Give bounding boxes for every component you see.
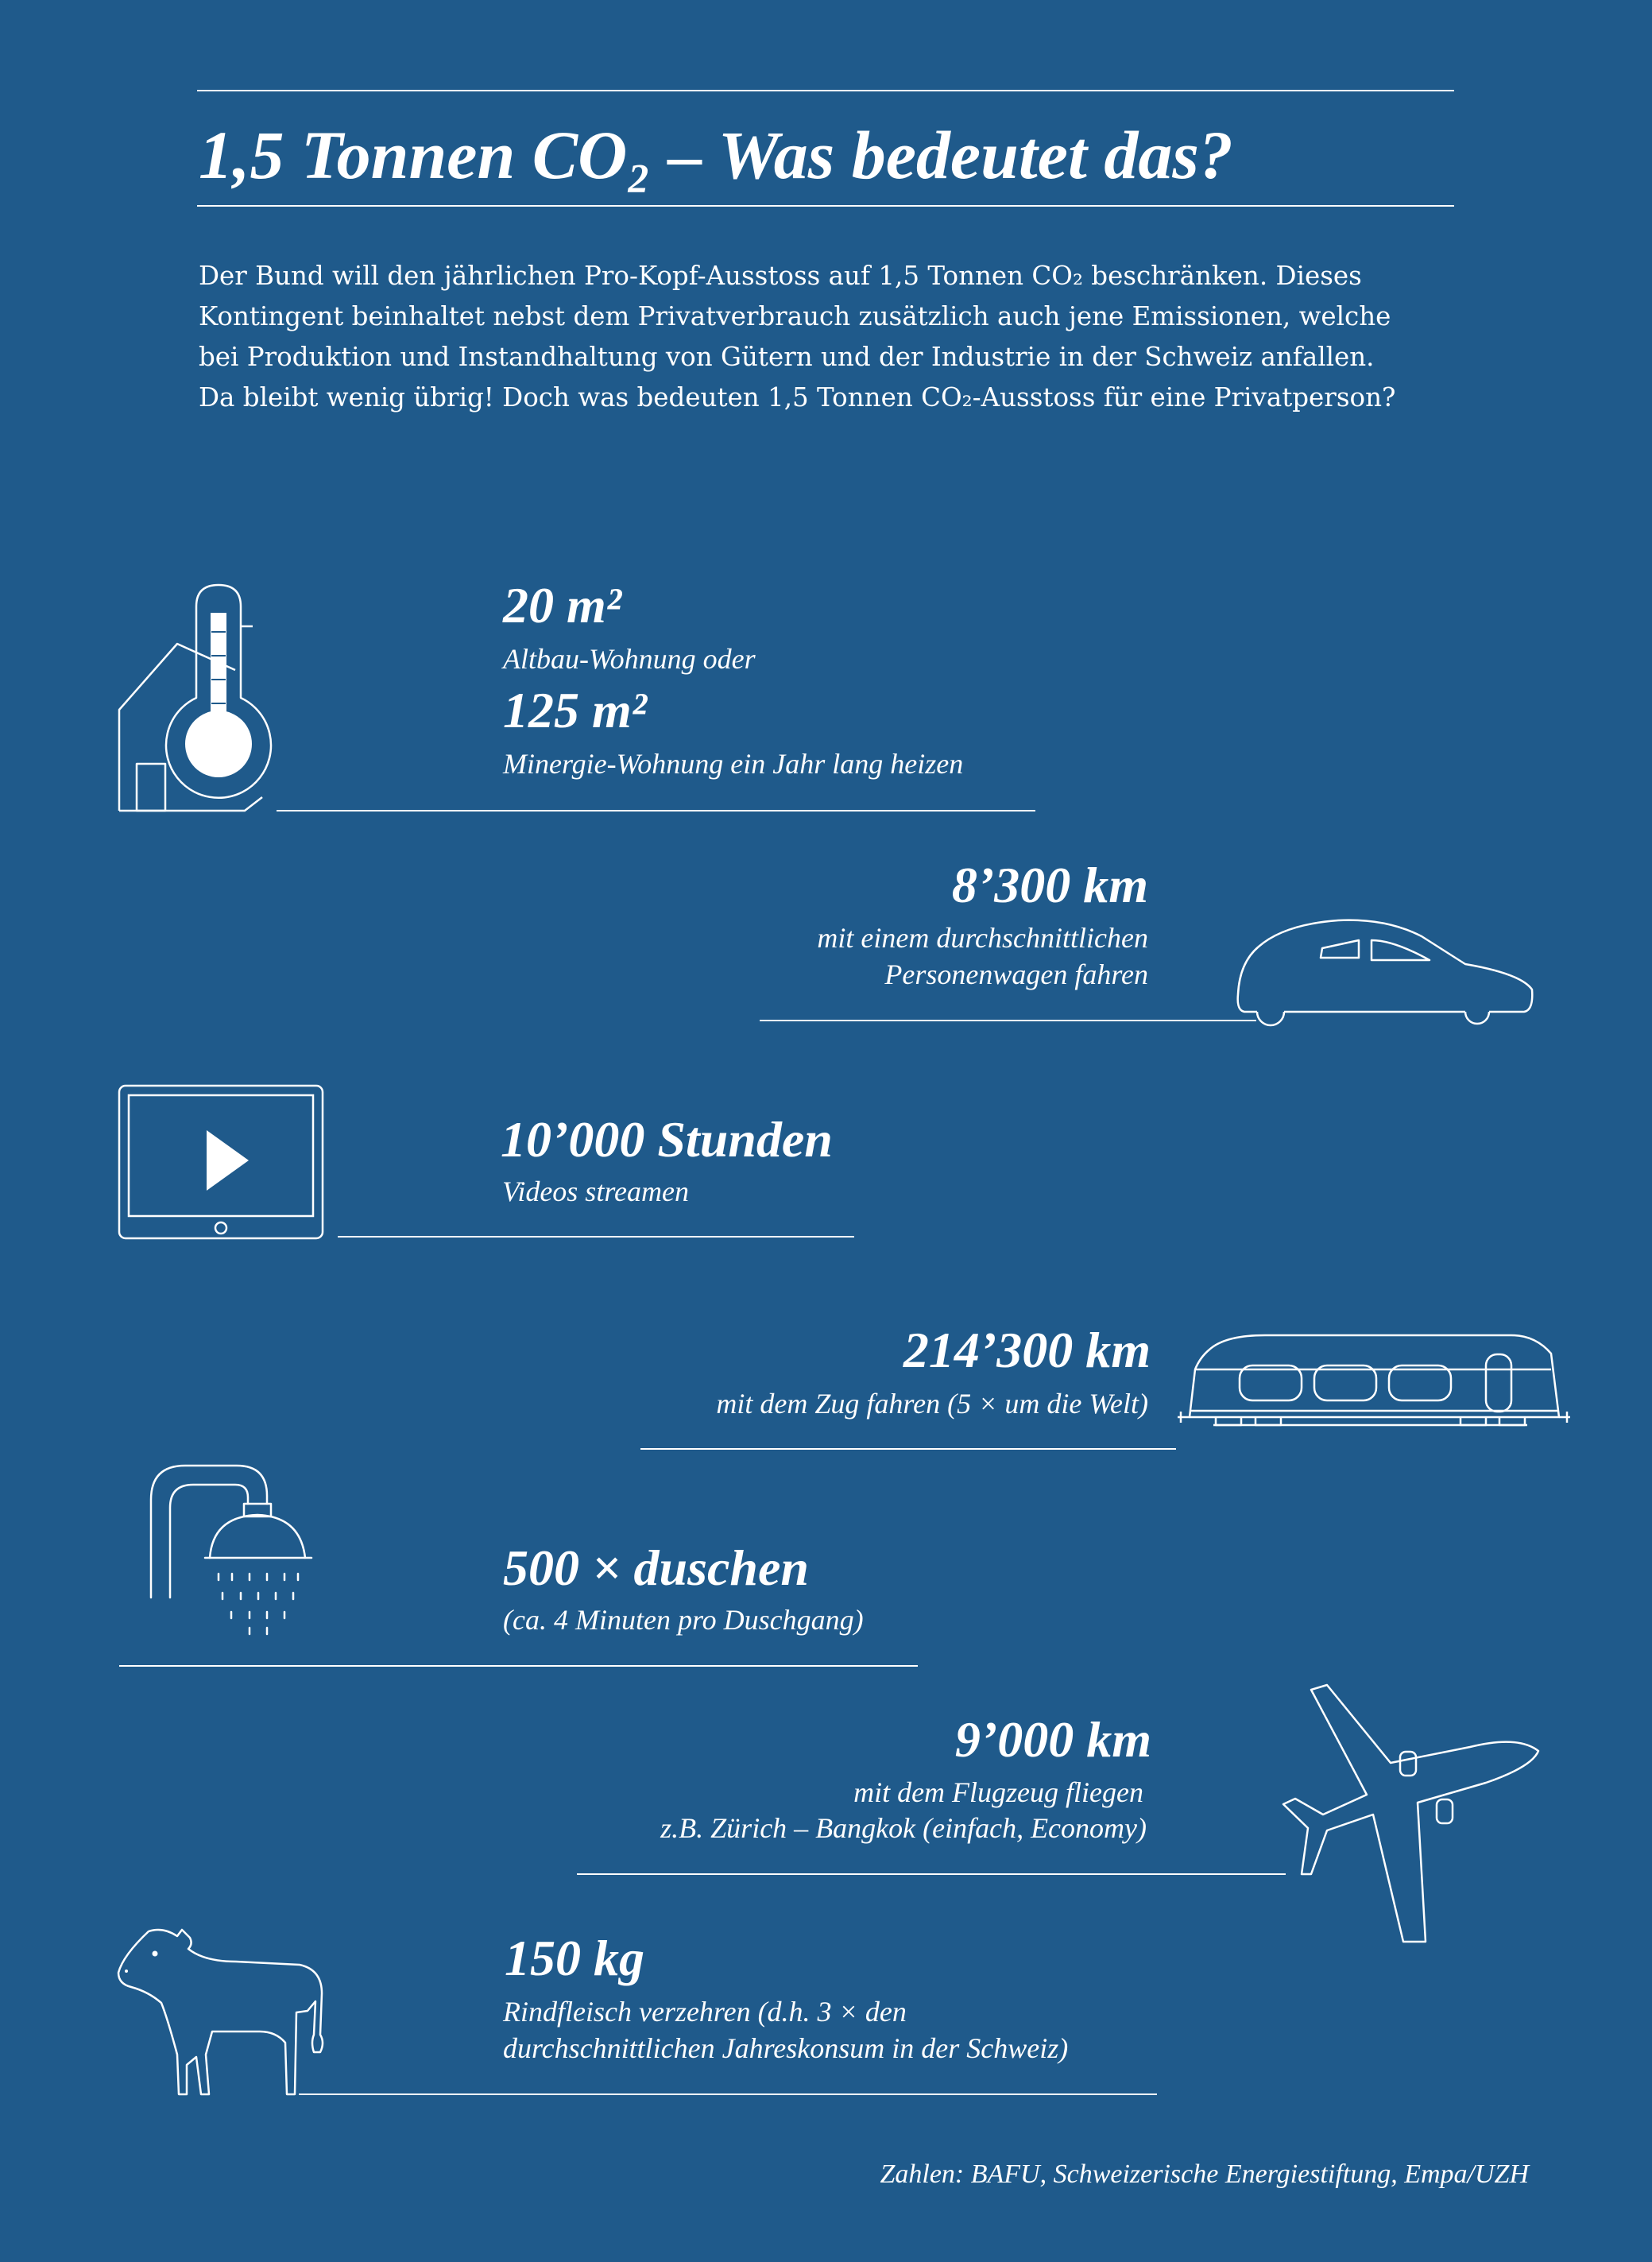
tablet-play-icon: [118, 1084, 324, 1240]
shower-icon: [149, 1464, 326, 1637]
streaming-underline: [338, 1236, 854, 1238]
beef-underline: [299, 2094, 1157, 2095]
streaming-value: 10’000 Stunden: [501, 1111, 833, 1168]
flight-text-2: z.B. Zürich – Bangkok (einfach, Economy): [660, 1812, 1147, 1844]
car-value: 8’300 km: [951, 857, 1148, 913]
train-underline: [640, 1448, 1176, 1450]
intro-line: Kontingent beinhaltet nebst dem Privatverbrauch zusätzlich auch jene Emissionen, welche: [199, 301, 1391, 331]
heating-underline: [277, 810, 1035, 811]
shower-value: 500 × duschen: [503, 1540, 809, 1596]
intro-paragraph: [199, 256, 1470, 418]
streaming-text-1: Videos streamen: [502, 1176, 689, 1207]
beef-text-1: Rindfleisch verzehren (d.h. 3 × den: [503, 1996, 907, 2028]
intro-line: Der Bund will den jährlichen Pro-Kopf-Ausstoss auf 1,5 Tonnen CO₂ beschränken. Dieses: [199, 261, 1362, 291]
page-title: 1,5 Tonnen CO₂ – Was bedeutet das?: [199, 117, 1233, 193]
flight-text-1: mit dem Flugzeug fliegen: [853, 1776, 1143, 1808]
intro-line: Da bleibt wenig übrig! Doch was bedeuten 1,5 Tonnen CO₂-Ausstoss für eine Privatperson?: [199, 382, 1396, 413]
heating-value-1: 20 m²: [503, 577, 621, 633]
intro-line: bei Produktion und Instandhaltung von Gütern und der Industrie in der Schweiz anfallen.: [199, 342, 1375, 372]
train-icon: [1178, 1334, 1570, 1445]
beef-value: 150 kg: [505, 1930, 644, 1986]
train-value: 214’300 km: [903, 1322, 1151, 1378]
title-rule-bottom: [197, 205, 1454, 207]
flight-underline: [577, 1873, 1286, 1875]
source-note: Zahlen: BAFU, Schweizerische Energiestiftung, Empa/UZH: [880, 2159, 1529, 2189]
car-icon: [1235, 916, 1537, 1024]
house-thermometer-icon: [118, 583, 316, 813]
car-underline: [760, 1020, 1256, 1021]
heating-text-2: Minergie-Wohnung ein Jahr lang heizen: [503, 748, 964, 780]
heating-value-2: 125 m²: [503, 682, 647, 738]
shower-underline: [119, 1665, 918, 1667]
flight-value: 9’000 km: [954, 1711, 1151, 1768]
car-text-2: Personenwagen fahren: [884, 959, 1148, 990]
cow-icon: [117, 1923, 331, 2098]
heating-text-1: Altbau-Wohnung oder: [503, 643, 756, 675]
shower-text-1: (ca. 4 Minuten pro Duschgang): [503, 1604, 864, 1636]
beef-text-2: durchschnittlichen Jahreskonsum in der Schweiz): [503, 2032, 1069, 2064]
car-text-1: mit einem durchschnittlichen: [817, 922, 1148, 954]
airplane-icon: [1279, 1683, 1549, 1946]
train-text-1: mit dem Zug fahren (5 × um die Welt): [716, 1388, 1148, 1420]
title-rule-top: [197, 90, 1454, 91]
